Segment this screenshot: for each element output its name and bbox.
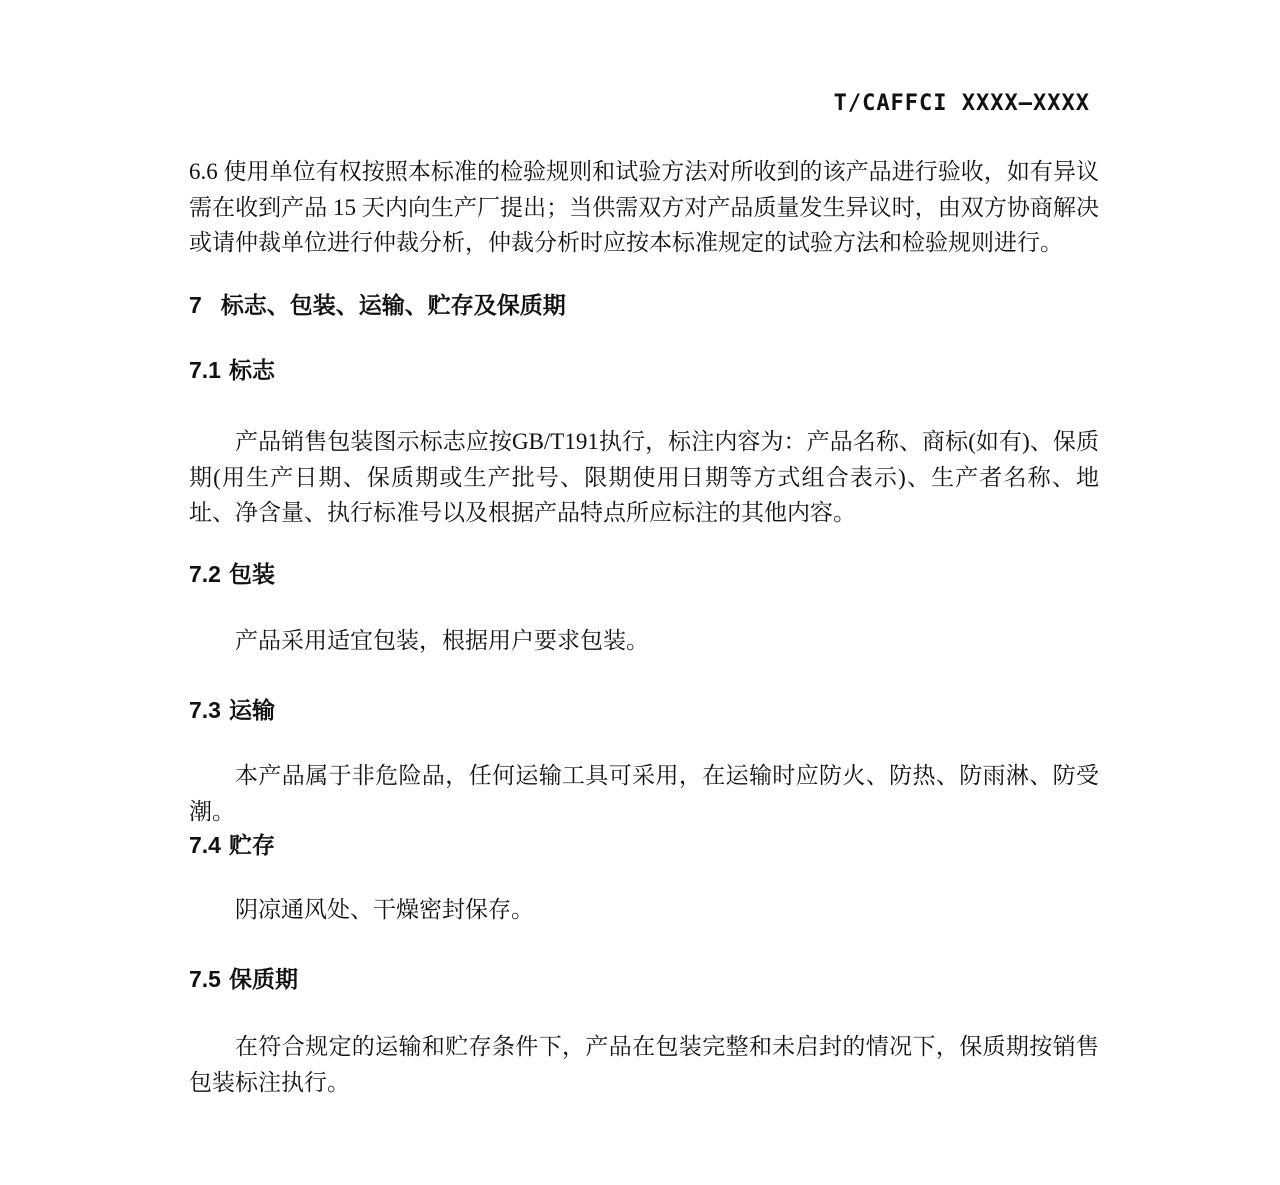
subsection-7-4-heading — [189, 830, 1099, 860]
subsection-7-2-paragraph: 产品采用适宜包装，根据用户要求包装。 — [235, 628, 649, 653]
subsection-7-1-paragraph: 产品销售包装图示标志应按GB/T191执行，标注内容为：产品名称、商标(如有)、保质期(用生产日期、保质期或生产批号、限期使用日期等方式组合表示)、生产者名称、地址、净含量、执行标准号以及根据产品特点所应标注的其他内容。 — [189, 429, 1099, 525]
subsection-7-1-title: 标志 — [228, 357, 275, 383]
subsection-7-4-paragraph: 阴凉通风处、干燥密封保存。 — [235, 897, 534, 922]
subsection-7-3-heading — [189, 695, 1099, 725]
section-7-number: 7 — [189, 292, 202, 318]
section-7-title: 标志、包装、运输、贮存及保质期 — [220, 292, 566, 318]
subsection-7-4-number: 7.4 — [189, 832, 221, 858]
standard-number-header: T/CAFFCI XXXX—XXXX — [833, 91, 1090, 116]
section-7-heading — [189, 290, 1099, 320]
subsection-7-2-number: 7.2 — [189, 561, 221, 587]
subsection-7-3-paragraph: 本产品属于非危险品，任何运输工具可采用，在运输时应防火、防热、防雨淋、防受潮。 — [189, 763, 1099, 824]
subsection-7-5-paragraph: 在符合规定的运输和贮存条件下，产品在包装完整和未启封的情况下，保质期按销售包装标注执行。 — [189, 1034, 1099, 1095]
clause-6-6-paragraph: 6.6 使用单位有权按照本标准的检验规则和试验方法对所收到的该产品进行验收，如有异议需在收到产品 15 天内向生产厂提出；当供需双方对产品质量发生异议时，由双方协商解决或请仲裁单位进行仲裁分析，仲裁分析时应按本标准规定的试验方法和检验规则进行。 — [189, 159, 1099, 255]
subsection-7-2-title: 包装 — [228, 561, 275, 587]
subsection-7-3-title: 运输 — [228, 697, 275, 723]
subsection-7-4-title: 贮存 — [228, 832, 275, 858]
subsection-7-5-title: 保质期 — [228, 966, 298, 992]
subsection-7-5-heading — [189, 964, 1099, 994]
subsection-7-5-number: 7.5 — [189, 966, 221, 992]
subsection-7-1-number: 7.1 — [189, 357, 221, 383]
subsection-7-3-number: 7.3 — [189, 697, 221, 723]
subsection-7-1-heading — [189, 355, 1099, 385]
subsection-7-2-heading — [189, 559, 1099, 589]
